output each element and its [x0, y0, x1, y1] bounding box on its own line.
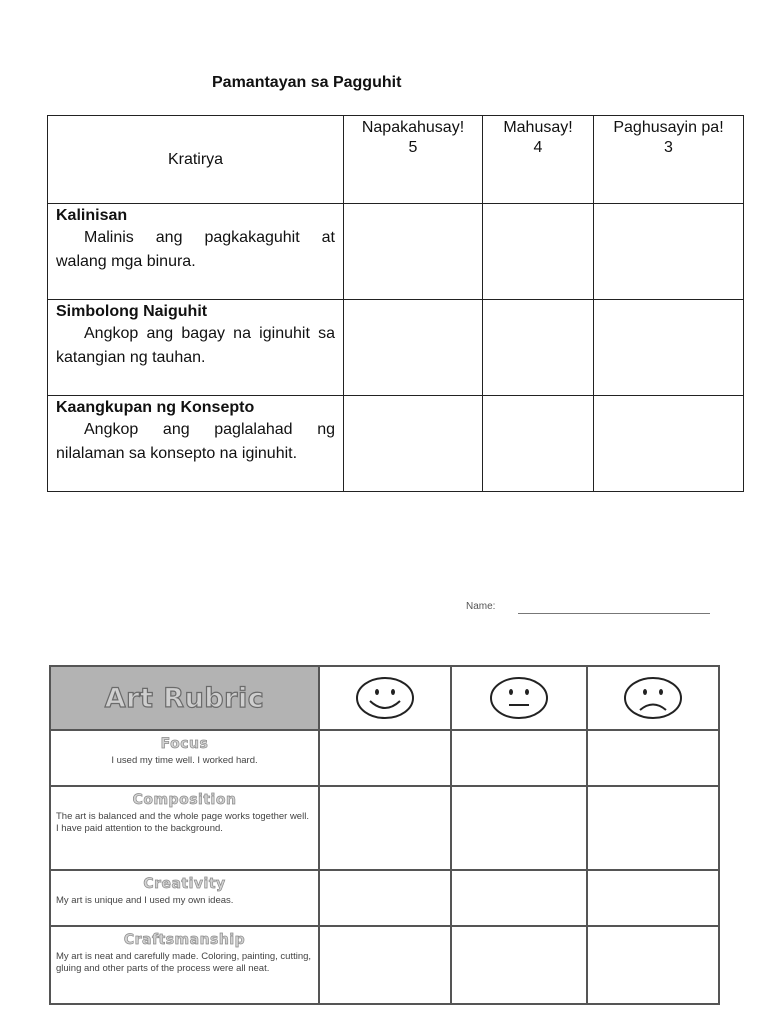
score-cell[interactable]: [344, 300, 483, 396]
table-row: [50, 870, 719, 926]
rubric1-header-row: [48, 116, 744, 204]
art-rubric-title: Art Rubric: [50, 666, 319, 730]
table-row: [50, 926, 719, 1004]
level-score: 3: [664, 139, 673, 156]
criteria-description: Angkop ang bagay na iginuhit sa katangian ng tauhan.: [56, 325, 335, 366]
score-cell[interactable]: [483, 204, 594, 300]
name-label: Name:: [466, 601, 496, 612]
score-cell[interactable]: [587, 870, 719, 926]
level-score: 5: [408, 139, 418, 156]
score-cell[interactable]: [319, 926, 451, 1004]
score-cell[interactable]: [594, 204, 744, 300]
score-cell[interactable]: [319, 870, 451, 926]
score-cell[interactable]: [594, 300, 744, 396]
criteria-title: Focus: [160, 736, 209, 752]
table-row: [50, 786, 719, 870]
criteria-title: Kalinisan: [56, 207, 128, 224]
level-score: 4: [533, 139, 543, 156]
criteria-title: Craftsmanship: [123, 932, 246, 948]
criteria-cell: [50, 786, 319, 870]
score-cell[interactable]: [344, 204, 483, 300]
level-header-5: [344, 116, 483, 204]
criteria-cell: [50, 870, 319, 926]
neutral-face-icon: [488, 675, 550, 721]
score-cell[interactable]: [451, 786, 587, 870]
score-cell[interactable]: [594, 396, 744, 492]
table-row: [48, 204, 744, 300]
name-field[interactable]: [518, 613, 710, 614]
level-header-3: [594, 116, 744, 204]
score-cell[interactable]: [451, 730, 587, 786]
criteria-description: My art is unique and I used my own ideas.: [56, 895, 234, 906]
art-rubric-header-row: [50, 666, 719, 730]
criteria-description: Angkop ang paglalahad ng nilalaman sa konsepto na iginuhit.: [56, 421, 335, 462]
table-row: [48, 300, 744, 396]
face-header-sad: [587, 666, 719, 730]
score-cell[interactable]: [319, 786, 451, 870]
art-rubric-table: [49, 665, 720, 1005]
criteria-description: I used my time well. I worked hard.: [111, 755, 258, 766]
face-header-happy: [319, 666, 451, 730]
score-cell[interactable]: [587, 730, 719, 786]
criteria-cell: [50, 730, 319, 786]
score-cell[interactable]: [344, 396, 483, 492]
sad-face-icon: [622, 675, 684, 721]
score-cell[interactable]: [451, 926, 587, 1004]
criteria-title: Simbolong Naiguhit: [56, 303, 208, 320]
score-cell[interactable]: [319, 730, 451, 786]
criteria-title: Composition: [132, 792, 237, 808]
level-label: Napakahusay!: [361, 119, 465, 136]
level-header-4: [483, 116, 594, 204]
drawing-rubric-table: [47, 115, 744, 492]
criteria-cell: [48, 396, 344, 492]
face-header-neutral: [451, 666, 587, 730]
score-cell[interactable]: [483, 396, 594, 492]
criteria-header: Kratirya: [48, 116, 344, 204]
criteria-title: Kaangkupan ng Konsepto: [56, 399, 255, 416]
table-row: [48, 396, 744, 492]
table-row: [50, 730, 719, 786]
score-cell[interactable]: [587, 926, 719, 1004]
smiley-face-icon: [354, 675, 416, 721]
criteria-description: The art is balanced and the whole page works together well. I have paid attention to the background.: [56, 811, 309, 834]
criteria-title: Creativity: [143, 876, 226, 892]
criteria-cell: [50, 926, 319, 1004]
level-label: Paghusayin pa!: [613, 119, 724, 136]
score-cell[interactable]: [587, 786, 719, 870]
level-label: Mahusay!: [503, 119, 573, 136]
criteria-cell: [48, 300, 344, 396]
criteria-description: Malinis ang pagkakaguhit at walang mga binura.: [56, 229, 335, 270]
rubric1-title: Pamantayan sa Pagguhit: [212, 74, 402, 91]
score-cell[interactable]: [451, 870, 587, 926]
score-cell[interactable]: [483, 300, 594, 396]
criteria-description: My art is neat and carefully made. Coloring, painting, cutting, gluing and other parts of the process were all neat.: [56, 951, 312, 974]
criteria-cell: [48, 204, 344, 300]
